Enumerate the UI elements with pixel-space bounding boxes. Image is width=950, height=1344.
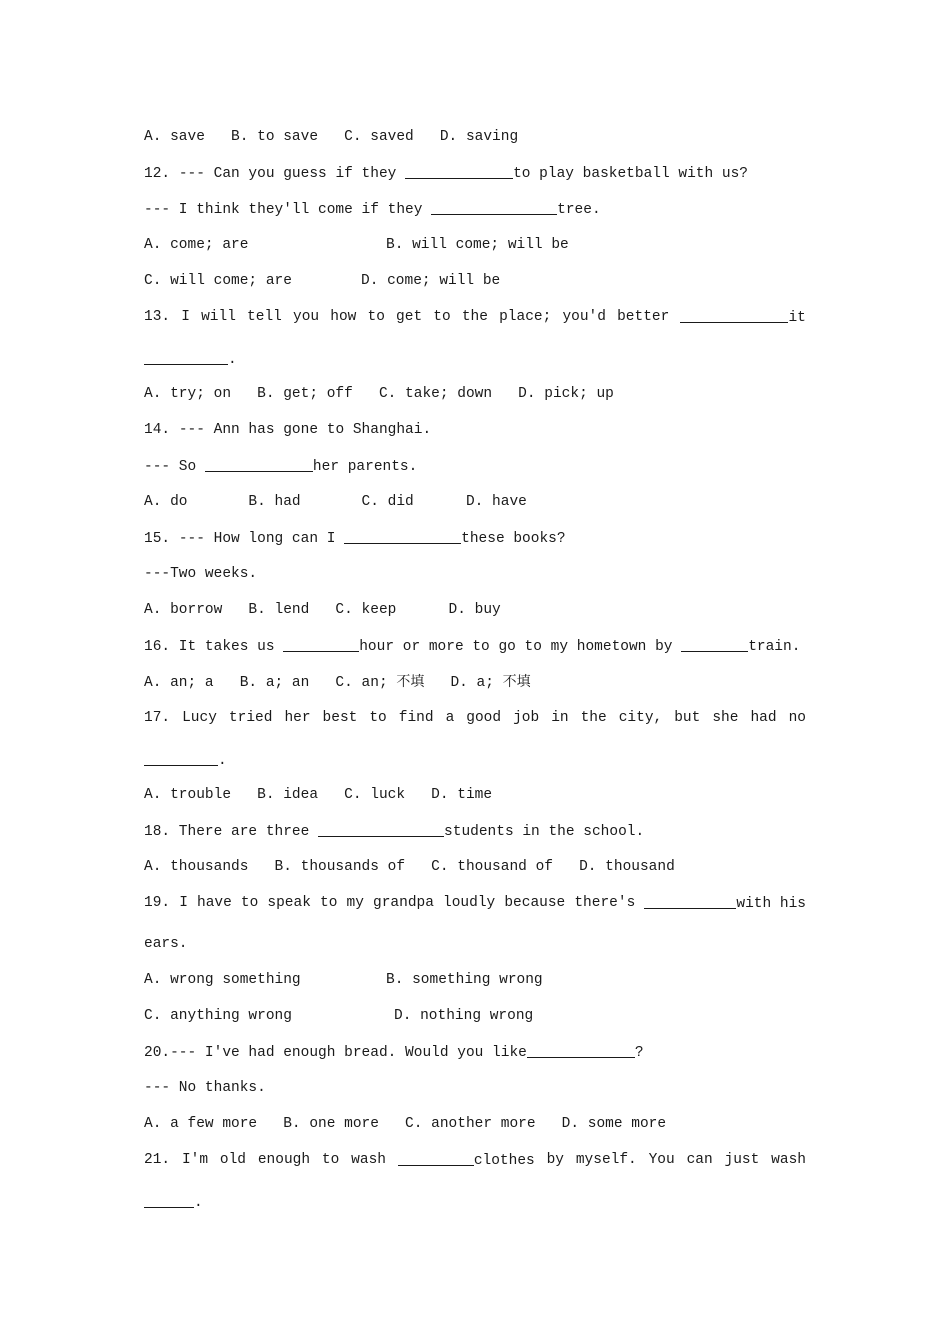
- q17-word: city,: [618, 710, 663, 726]
- q21-word: old: [219, 1152, 247, 1168]
- q12-option-b: B. will come; will be: [386, 237, 569, 253]
- q12-text-d: tree.: [557, 202, 601, 218]
- q17-word: to: [369, 710, 387, 726]
- q14-reply: [144, 457, 417, 476]
- q20-stem: [144, 1043, 644, 1062]
- q16-text-b: hour or more to go to my hometown by: [359, 639, 682, 655]
- q15-text-b: these books?: [461, 531, 566, 547]
- q14-text-a: --- Ann has gone to Shanghai.: [178, 422, 432, 438]
- q21-word: by: [546, 1152, 564, 1168]
- q19-option-b: B. something wrong: [386, 972, 543, 988]
- q12-option-a: A. come; are: [144, 237, 249, 253]
- q17-word: job: [513, 710, 540, 726]
- q11-options: A. save B. to save C. saved D. saving: [144, 129, 519, 145]
- q19-option-a: A. wrong something: [144, 972, 301, 988]
- q13-word: I: [181, 309, 190, 325]
- q17-word: in: [551, 710, 569, 726]
- q21-word: wash: [351, 1152, 386, 1168]
- q17-continuation: [144, 751, 227, 770]
- q18-number: 18.: [144, 824, 171, 840]
- q19-tail: with his: [736, 896, 806, 912]
- q18-stem: [144, 822, 644, 841]
- q13-stem: [144, 308, 806, 327]
- q20-text-b: ?: [634, 1045, 644, 1061]
- q17-word: find: [398, 710, 434, 726]
- q16-number: 16.: [144, 639, 171, 655]
- q21-blank-1[interactable]: [398, 1151, 474, 1166]
- q21-word: myself.: [575, 1152, 637, 1168]
- q14-number: 14.: [144, 422, 171, 438]
- q21-word: enough: [257, 1152, 311, 1168]
- q13-word: to: [367, 309, 385, 325]
- q17-options: A. trouble B. idea C. luck D. time: [144, 787, 493, 803]
- q12-option-d: D. come; will be: [361, 273, 501, 289]
- q17-word: but: [674, 710, 701, 726]
- q21-continuation: [144, 1193, 203, 1212]
- q13-word: place;: [499, 309, 552, 325]
- q19-stem: [144, 894, 806, 913]
- q14-stem: [144, 421, 431, 439]
- q13-blank-2[interactable]: [144, 350, 228, 365]
- q19-word: loudly: [443, 895, 496, 911]
- q19-word: grandpa: [373, 895, 434, 911]
- q17-word: Lucy: [182, 710, 217, 726]
- q12-number: 12.: [144, 166, 171, 182]
- q19-continuation: ears.: [144, 936, 188, 952]
- q17-word: she: [712, 710, 739, 726]
- q12-blank-1[interactable]: [405, 164, 513, 179]
- q15-blank[interactable]: [344, 529, 461, 544]
- q14-text-b: --- So: [144, 459, 205, 475]
- q15-options: A. borrow B. lend C. keep D. buy: [144, 602, 501, 618]
- q15-text-a: --- How long can I: [178, 531, 345, 547]
- q13-word: you'd: [562, 309, 606, 325]
- q16-stem: [144, 637, 800, 656]
- q16-blank-1[interactable]: [283, 637, 359, 652]
- q19-blank[interactable]: [644, 894, 736, 909]
- q16-option-d: D. a;: [424, 675, 503, 691]
- q19-word: I: [179, 895, 188, 911]
- q21-word: I'm: [181, 1152, 209, 1168]
- q21-word: can: [686, 1152, 713, 1168]
- q18-options: A. thousands B. thousands of C. thousand of D. thousand: [144, 859, 675, 875]
- q21-number: 21.: [144, 1152, 171, 1168]
- q13-period: .: [228, 352, 237, 368]
- q21-blank-2[interactable]: [144, 1193, 194, 1208]
- q12-stem: [144, 164, 748, 183]
- q13-tail: it: [788, 310, 806, 326]
- q17-word: no: [788, 710, 806, 726]
- q17-blank[interactable]: [144, 751, 218, 766]
- q19-word: to: [240, 895, 259, 911]
- q21-stem: [144, 1151, 806, 1170]
- q13-word: will: [201, 309, 236, 325]
- q12-option-c: C. will come; are: [144, 273, 292, 289]
- q16-option-d-cjk: 不填: [502, 674, 531, 690]
- q19-word: to: [320, 895, 338, 911]
- q16-options: [144, 673, 531, 692]
- q17-word: the: [580, 710, 607, 726]
- q13-blank-1[interactable]: [680, 308, 788, 323]
- q21-word: clothes: [473, 1153, 535, 1169]
- q13-word: you: [293, 309, 320, 325]
- q13-continuation: [144, 350, 237, 369]
- q19-word: have: [197, 895, 232, 911]
- q13-word: the: [461, 309, 488, 325]
- q20-reply: --- No thanks.: [144, 1080, 266, 1096]
- q16-text-a: It takes us: [170, 639, 284, 655]
- q15-stem: [144, 529, 566, 548]
- q13-word: tell: [247, 309, 282, 325]
- q17-word: a: [445, 710, 455, 726]
- q21-word: wash: [771, 1152, 806, 1168]
- q17-word: her: [284, 710, 311, 726]
- q17-word: good: [466, 710, 502, 726]
- q17-period: .: [218, 753, 227, 769]
- q12-blank-2[interactable]: [431, 200, 557, 215]
- q14-blank[interactable]: [205, 457, 313, 472]
- q21-word: just: [724, 1152, 760, 1168]
- q12-text-c: --- I think they'll come if they: [144, 202, 432, 218]
- q19-word: there's: [574, 895, 636, 911]
- q17-word: best: [322, 710, 358, 726]
- q13-number: 13.: [144, 309, 171, 325]
- q18-blank[interactable]: [318, 822, 444, 837]
- q16-options-a-c: A. an; a B. a; an C. an;: [144, 675, 397, 691]
- q19-word: speak: [267, 895, 311, 911]
- q20-options: A. a few more B. one more C. another more D. some more: [144, 1116, 667, 1132]
- q13-word: get: [396, 309, 423, 325]
- q14-options: A. do B. had C. did D. have: [144, 494, 527, 510]
- q16-option-c-cjk: 不填: [396, 674, 425, 690]
- q20-text-a: 20.--- I've had enough bread. Would you like: [144, 1045, 527, 1061]
- q19-word: because: [504, 895, 566, 911]
- q16-blank-2[interactable]: [681, 637, 748, 652]
- q12-text-a: --- Can you guess if they: [178, 166, 406, 182]
- q15-reply: ---Two weeks.: [144, 566, 258, 582]
- q18-text-a: There are three: [170, 824, 319, 840]
- q13-word: better: [617, 309, 670, 325]
- q19-word: my: [346, 895, 364, 911]
- q13-options: A. try; on B. get; off C. take; down D. pick; up: [144, 386, 614, 402]
- q13-word: to: [433, 309, 451, 325]
- q18-text-b: students in the school.: [444, 824, 645, 840]
- q21-period: .: [194, 1195, 203, 1211]
- q17-number: 17.: [144, 710, 171, 726]
- q19-option-d: D. nothing wrong: [394, 1008, 534, 1024]
- q20-blank[interactable]: [527, 1043, 635, 1058]
- q17-stem: [144, 709, 806, 727]
- q12-text-b: to play basketball with us?: [513, 166, 749, 182]
- q17-word: tried: [228, 710, 273, 726]
- q14-text-c: her parents.: [312, 459, 418, 475]
- q19-option-c: C. anything wrong: [144, 1008, 292, 1024]
- q12-reply: [144, 200, 601, 219]
- q21-word: You: [648, 1152, 675, 1168]
- q17-word: had: [750, 710, 777, 726]
- q13-word: how: [330, 309, 357, 325]
- q19-number: 19.: [144, 895, 171, 911]
- q21-word: to: [321, 1152, 340, 1168]
- q15-number: 15.: [144, 531, 171, 547]
- q16-text-c: train.: [748, 639, 801, 655]
